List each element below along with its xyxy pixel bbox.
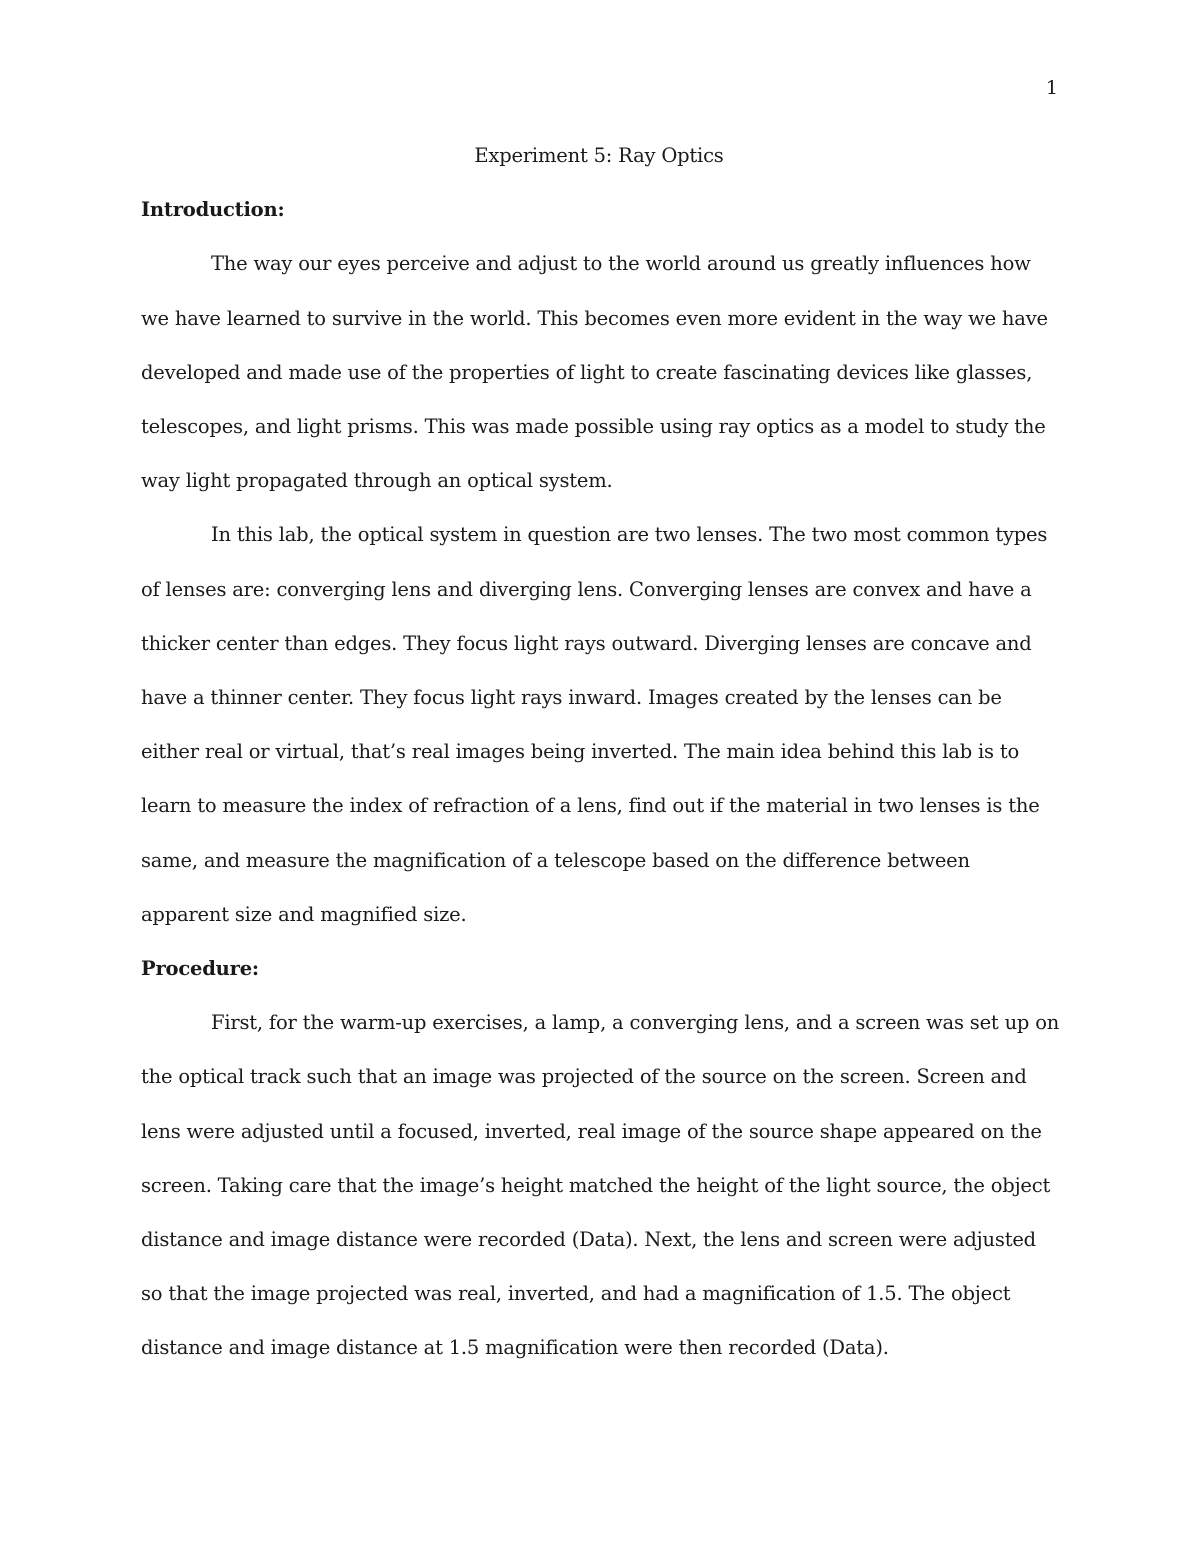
section-heading-procedure: Procedure: [141,957,259,981]
paragraph: The way our eyes perceive and adjust to the world around us greatly influences how we have learned to survive in the world. This becomes even more evident in the way we have developed and made use of the properties of light to create fascinating devices like glasses, telescopes, and light prisms. This was made possible using ray optics as a model to study the way light propagated through an optical system. [141,252,1048,493]
section-heading-introduction: Introduction: [141,198,285,222]
paragraph: In this lab, the optical system in question are two lenses. The two most common types of lenses are: converging lens and diverging lens. Converging lenses are convex and have a thicker center than edges. They focus light rays outward. Diverging lenses are concave and have a thinner center. They focus light rays inward. Images created by the lenses can be either real or virtual, that’s real images being inverted. The main idea behind this lab is to learn to measure the index of refraction of a lens, find out if the material in two lenses is the same, and measure the magnification of a telescope based on the difference between apparent size and magnified size. [141,523,1048,926]
document-title: Experiment 5: Ray Optics [474,144,724,167]
document-body [141,129,1061,1376]
paragraph: First, for the warm-up exercises, a lamp, a converging lens, and a screen was set up on the optical track such that an image was projected of the source on the screen. Screen and lens were adjusted until a focused, inverted, real image of the source shape appeared on the screen. Taking care that the image’s height matched the height of the light source, the object distance and image distance were recorded (Data). Next, the lens and screen were adjusted so that the image projected was real, inverted, and had a magnification of 1.5. The object distance and image distance at 1.5 magnification were then recorded (Data). [141,1011,1060,1360]
page-number: 1 [1045,77,1058,99]
